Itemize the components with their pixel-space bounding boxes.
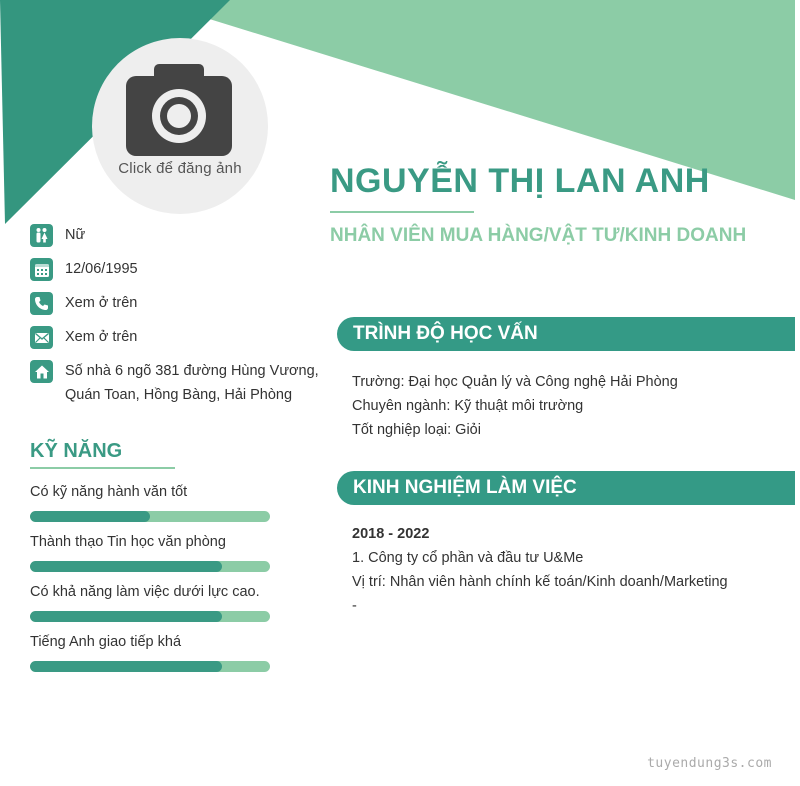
candidate-name: NGUYỄN THỊ LAN ANH <box>330 162 710 200</box>
address-text <box>65 359 319 407</box>
avatar-upload[interactable] <box>92 38 268 214</box>
skill-level-fill <box>30 561 222 572</box>
envelope-icon <box>30 326 53 349</box>
experience-company: 1. Công ty cổ phần và đầu tư U&Me <box>352 550 584 566</box>
birthday-text: 12/06/1995 <box>65 261 138 277</box>
experience-details <box>352 522 728 618</box>
watermark: tuyendung3s.com <box>647 756 772 771</box>
skill-bar <box>30 561 270 572</box>
contact-birthday <box>30 258 138 281</box>
calendar-icon <box>30 258 53 281</box>
experience-header <box>337 471 795 505</box>
gender-icon <box>30 224 53 247</box>
skill-bar <box>30 611 270 622</box>
address-line-1: Số nhà 6 ngõ 381 đường Hùng Vương, <box>65 363 319 379</box>
camera-icon <box>126 64 232 156</box>
skills-title: KỸ NĂNG <box>30 440 123 462</box>
address-line-2: Quán Toan, Hồng Bàng, Hải Phòng <box>65 387 293 403</box>
email-text: Xem ở trên <box>65 329 138 345</box>
education-title: TRÌNH ĐỘ HỌC VẤN <box>353 323 538 344</box>
avatar-upload-label: Click để đăng ảnh <box>118 160 242 177</box>
skill-label: Có kỹ năng hành văn tốt <box>30 484 188 500</box>
experience-years: 2018 - 2022 <box>352 526 430 542</box>
education-school: Trường: Đại học Quản lý và Công nghệ Hải Phòng <box>352 374 678 390</box>
education-grade: Tốt nghiệp loại: Giỏi <box>352 422 481 438</box>
skill-label: Tiếng Anh giao tiếp khá <box>30 634 182 650</box>
skill-item <box>30 584 270 622</box>
contact-email <box>30 326 137 349</box>
skill-item <box>30 634 270 672</box>
job-title: NHÂN VIÊN MUA HÀNG/VẬT TƯ/KINH DOANH <box>330 225 747 246</box>
skill-level-fill <box>30 511 150 522</box>
skill-level-fill <box>30 611 222 622</box>
home-icon <box>30 360 53 383</box>
skills-underline <box>30 467 175 469</box>
experience-extra: - <box>352 598 357 614</box>
education-details <box>352 370 678 442</box>
phone-text: Xem ở trên <box>65 295 138 311</box>
education-major: Chuyên ngành: Kỹ thuật môi trường <box>352 398 584 414</box>
phone-icon <box>30 292 53 315</box>
contact-gender <box>30 224 85 247</box>
skill-item <box>30 484 270 522</box>
skill-item <box>30 534 270 572</box>
gender-text: Nữ <box>65 227 86 243</box>
experience-title: KINH NGHIỆM LÀM VIỆC <box>353 477 577 498</box>
contact-address <box>30 360 319 407</box>
education-header <box>337 317 795 351</box>
name-underline <box>330 211 474 213</box>
contact-phone <box>30 292 137 315</box>
experience-position: Vị trí: Nhân viên hành chính kế toán/Kinh doanh/Marketing <box>352 574 728 590</box>
skill-level-fill <box>30 661 222 672</box>
skill-label: Thành thạo Tin học văn phòng <box>30 534 226 550</box>
skill-bar <box>30 511 270 522</box>
skill-label: Có khả năng làm việc dưới lực cao. <box>30 584 260 600</box>
skill-bar <box>30 661 270 672</box>
